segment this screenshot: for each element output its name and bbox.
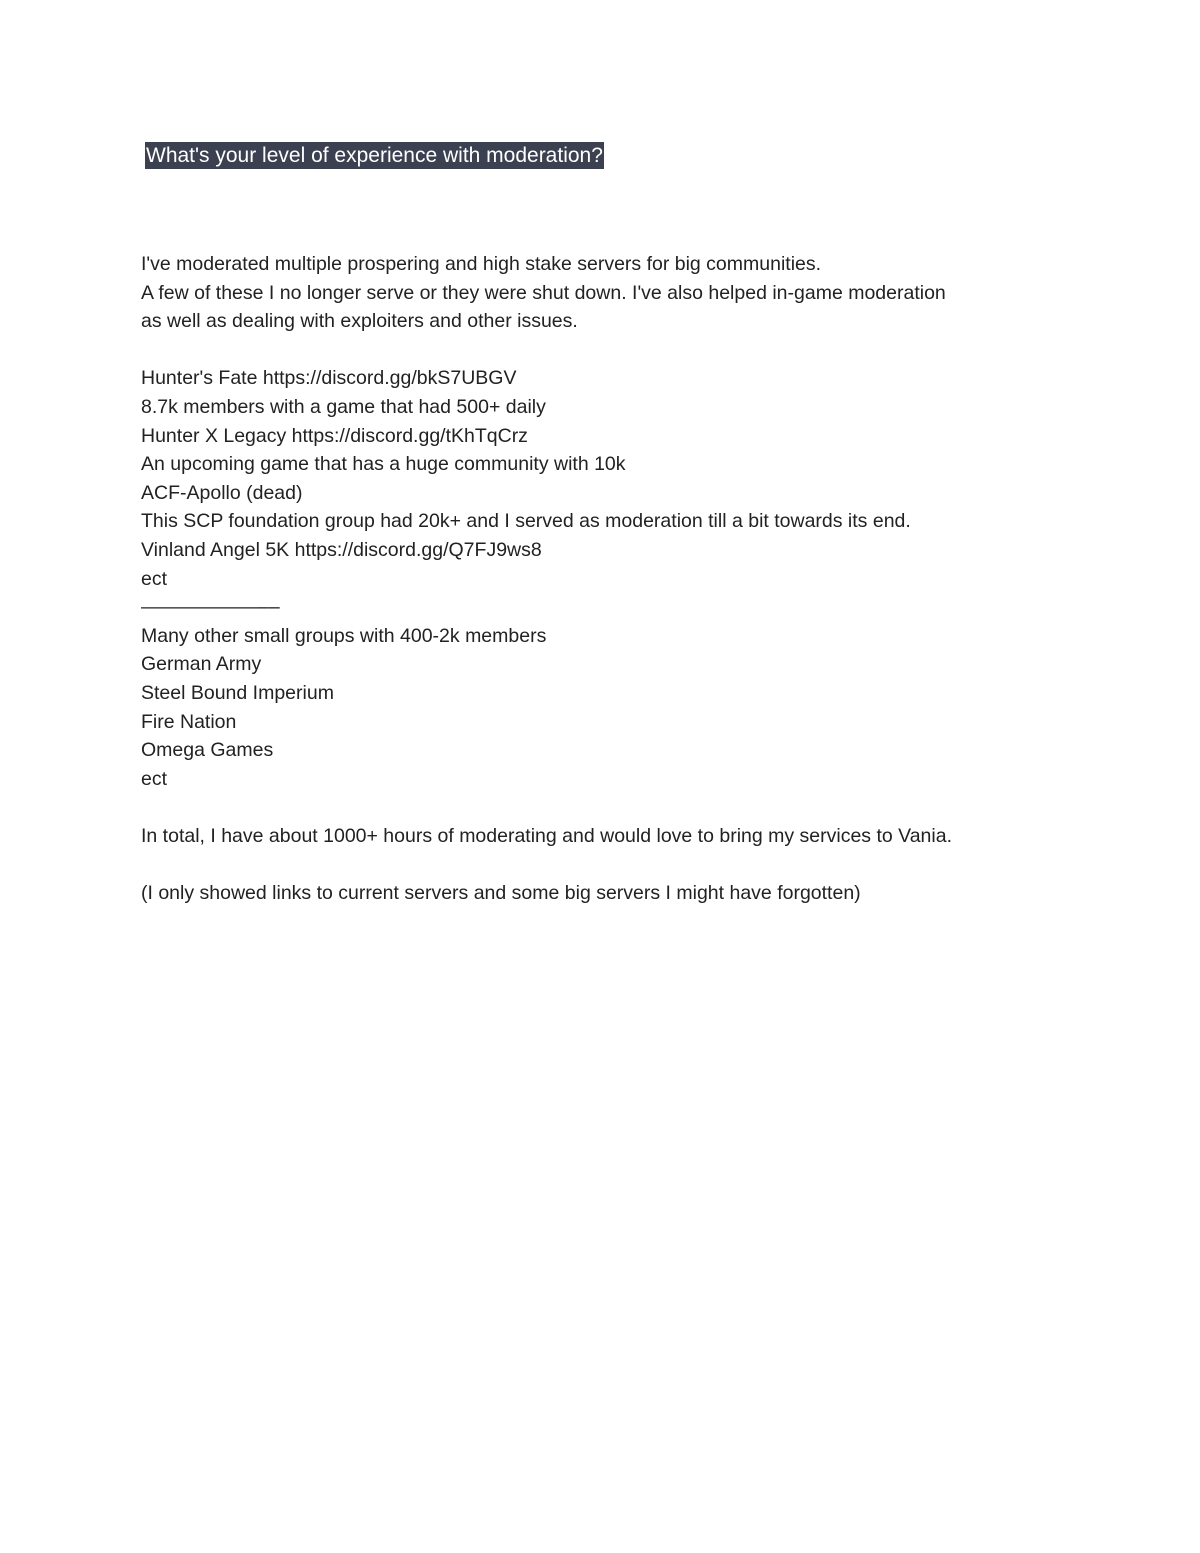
paragraph-gap [141, 336, 1101, 365]
intro-line-3: as well as dealing with exploiters and other issues. [141, 310, 578, 333]
paragraph-gap [141, 793, 1101, 822]
small-groups-intro: Many other small groups with 400-2k members [141, 624, 547, 647]
intro-line-2: A few of these I no longer serve or they were shut down. I've also helped in-game moderation [141, 281, 946, 304]
links-note: (I only showed links to current servers and some big servers I might have forgotten) [141, 882, 861, 905]
server-hunters-fate: Hunter's Fate https://discord.gg/bkS7UBGV [141, 367, 517, 390]
group-german-army: German Army [141, 653, 262, 676]
intro-line-1: I've moderated multiple prospering and high stake servers for big communities. [141, 253, 822, 275]
group-omega-games: Omega Games [141, 739, 274, 762]
server-hunter-x-legacy-detail: An upcoming game that has a huge community with 10k [141, 453, 626, 476]
server-list-etc: ect [141, 567, 168, 590]
group-fire-nation: Fire Nation [141, 710, 237, 733]
server-hunter-x-legacy: Hunter X Legacy https://discord.gg/tKhTqCrz [141, 424, 528, 447]
server-acf-apollo: ACF-Apollo (dead) [141, 481, 303, 504]
group-list-etc: ect [141, 767, 168, 790]
section-divider: ——————–– [141, 596, 280, 619]
paragraph-gap [141, 850, 1101, 879]
server-acf-apollo-detail: This SCP foundation group had 20k+ and I served as moderation till a bit towards its end. [141, 510, 911, 533]
closing-statement: In total, I have about 1000+ hours of moderating and would love to bring my services to Vania. [141, 824, 953, 847]
answer-body [141, 250, 1101, 908]
server-hunters-fate-detail: 8.7k members with a game that had 500+ daily [141, 395, 546, 418]
server-vinland-angel: Vinland Angel 5K https://discord.gg/Q7FJ9ws8 [141, 538, 542, 561]
question-heading: What's your level of experience with moderation? [146, 144, 603, 167]
group-steel-bound-imperium: Steel Bound Imperium [141, 681, 334, 704]
